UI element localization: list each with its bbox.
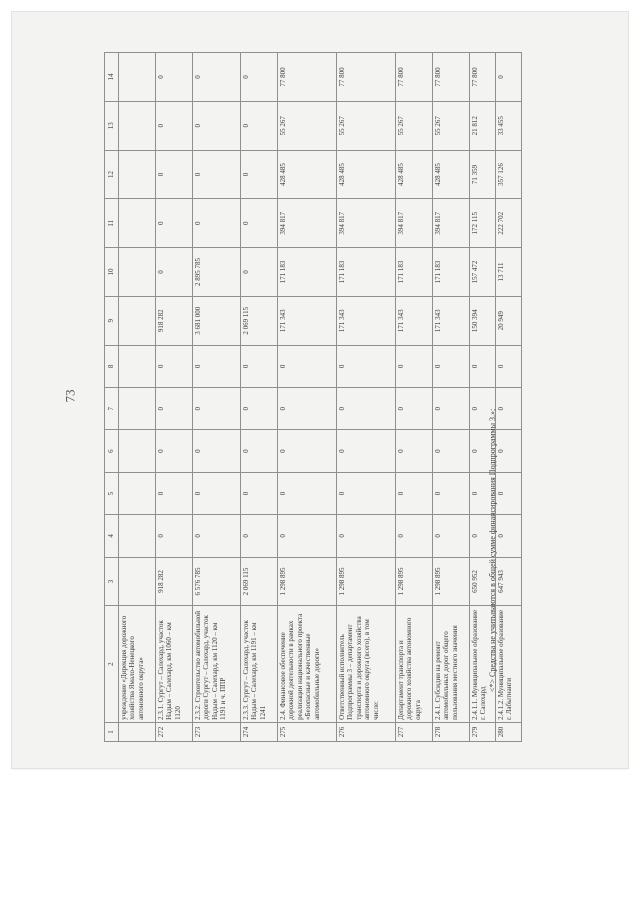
column-header: 4 bbox=[105, 515, 119, 557]
value-cell: 428 485 bbox=[336, 150, 395, 199]
value-cell: 0 bbox=[336, 430, 395, 472]
value-cell: 77 800 bbox=[433, 53, 470, 102]
table-row bbox=[119, 53, 156, 742]
value-cell: 0 bbox=[495, 388, 521, 430]
value-cell: 1 298 895 bbox=[277, 557, 336, 606]
value-cell: 20 949 bbox=[495, 296, 521, 345]
table-rotation-wrapper bbox=[104, 52, 522, 742]
value-cell: 0 bbox=[469, 430, 495, 472]
page-number: 73 bbox=[62, 389, 78, 403]
value-cell: 1 298 895 bbox=[433, 557, 470, 606]
value-cell: 171 183 bbox=[396, 248, 433, 297]
column-header: 8 bbox=[105, 345, 119, 387]
value-cell: 0 bbox=[155, 101, 192, 150]
value-cell: 394 817 bbox=[277, 199, 336, 248]
value-cell: 0 bbox=[155, 248, 192, 297]
value-cell bbox=[119, 296, 156, 345]
value-cell: 0 bbox=[277, 472, 336, 514]
footnote: <*> Средства не учитываются в общей сумме финансирования Подпрограммы 3.»; bbox=[488, 408, 497, 692]
value-cell: 171 183 bbox=[433, 248, 470, 297]
value-cell: 0 bbox=[336, 345, 395, 387]
value-cell: 222 702 bbox=[495, 199, 521, 248]
column-header: 14 bbox=[105, 53, 119, 102]
row-description-cell: 2.4.1.2. Муниципальное образование г. Лабытнанги bbox=[495, 606, 521, 723]
value-cell: 0 bbox=[277, 388, 336, 430]
value-cell: 13 711 bbox=[495, 248, 521, 297]
value-cell: 171 343 bbox=[277, 296, 336, 345]
value-cell bbox=[119, 345, 156, 387]
value-cell bbox=[119, 53, 156, 102]
value-cell: 0 bbox=[192, 472, 240, 514]
value-cell: 428 485 bbox=[277, 150, 336, 199]
row-description-cell: 2.3.1. Сургут – Салехард, участок Надым – Салехард, км 1060 – км 1120 bbox=[155, 606, 192, 723]
value-cell: 2 069 115 bbox=[240, 557, 277, 606]
value-cell bbox=[119, 515, 156, 557]
value-cell: 55 267 bbox=[433, 101, 470, 150]
document-page bbox=[12, 12, 628, 768]
value-cell: 0 bbox=[336, 515, 395, 557]
row-number-cell: 276 bbox=[336, 722, 395, 741]
value-cell: 0 bbox=[433, 472, 470, 514]
value-cell bbox=[119, 472, 156, 514]
row-description-cell: Ответственный исполнитель Подпрограммы 3 – департамент транспорта и дорожного хозяйства автономного округа (всего), в том числе: bbox=[336, 606, 395, 723]
value-cell: 0 bbox=[240, 248, 277, 297]
value-cell: 0 bbox=[396, 345, 433, 387]
table-row bbox=[240, 53, 277, 742]
value-cell: 171 343 bbox=[433, 296, 470, 345]
table-row bbox=[155, 53, 192, 742]
column-header: 3 bbox=[105, 557, 119, 606]
value-cell: 0 bbox=[192, 53, 240, 102]
value-cell: 0 bbox=[192, 430, 240, 472]
value-cell bbox=[119, 101, 156, 150]
value-cell bbox=[119, 557, 156, 606]
column-header: 7 bbox=[105, 388, 119, 430]
value-cell: 0 bbox=[240, 199, 277, 248]
footnote-wrapper bbox=[488, 72, 502, 692]
value-cell: 171 343 bbox=[396, 296, 433, 345]
value-cell: 0 bbox=[155, 199, 192, 248]
table-row bbox=[192, 53, 240, 742]
value-cell: 77 800 bbox=[277, 53, 336, 102]
value-cell: 77 800 bbox=[396, 53, 433, 102]
value-cell: 0 bbox=[192, 345, 240, 387]
row-number-cell bbox=[119, 722, 156, 741]
row-number-cell: 279 bbox=[469, 722, 495, 741]
value-cell: 3 681 000 bbox=[192, 296, 240, 345]
row-description-cell: Департамент транспорта и дорожного хозяйства автономного округа bbox=[396, 606, 433, 723]
value-cell: 150 394 bbox=[469, 296, 495, 345]
value-cell bbox=[119, 248, 156, 297]
value-cell bbox=[119, 199, 156, 248]
column-header: 1 bbox=[105, 722, 119, 741]
column-header: 10 bbox=[105, 248, 119, 297]
value-cell bbox=[119, 430, 156, 472]
value-cell: 0 bbox=[495, 345, 521, 387]
value-cell: 0 bbox=[469, 515, 495, 557]
value-cell: 0 bbox=[240, 150, 277, 199]
value-cell: 0 bbox=[192, 150, 240, 199]
row-description-cell: 2.4.1.1. Муниципальное образование г. Салехард bbox=[469, 606, 495, 723]
value-cell: 0 bbox=[495, 515, 521, 557]
value-cell: 0 bbox=[240, 388, 277, 430]
table-row bbox=[277, 53, 336, 742]
value-cell: 55 267 bbox=[336, 101, 395, 150]
column-header: 12 bbox=[105, 150, 119, 199]
column-header: 11 bbox=[105, 199, 119, 248]
row-number-cell: 278 bbox=[433, 722, 470, 741]
value-cell: 0 bbox=[240, 101, 277, 150]
row-description-cell: 2.4.1. Субсидии на ремонт автомобильных дорог общего пользования местного значения bbox=[433, 606, 470, 723]
column-header: 6 bbox=[105, 430, 119, 472]
value-cell: 0 bbox=[433, 515, 470, 557]
value-cell: 0 bbox=[396, 388, 433, 430]
value-cell: 0 bbox=[469, 345, 495, 387]
value-cell: 0 bbox=[155, 345, 192, 387]
value-cell: 77 800 bbox=[469, 53, 495, 102]
value-cell: 77 800 bbox=[336, 53, 395, 102]
value-cell: 0 bbox=[240, 430, 277, 472]
value-cell: 0 bbox=[240, 515, 277, 557]
value-cell: 1 298 895 bbox=[336, 557, 395, 606]
table-row bbox=[433, 53, 470, 742]
value-cell: 0 bbox=[155, 472, 192, 514]
value-cell: 0 bbox=[433, 388, 470, 430]
row-description-cell: учреждение «Дирекция дорожного хозяйства Ямало-Ненецкого автономного округа» bbox=[119, 606, 156, 723]
value-cell: 0 bbox=[192, 515, 240, 557]
value-cell: 357 126 bbox=[495, 150, 521, 199]
column-header: 5 bbox=[105, 472, 119, 514]
value-cell: 0 bbox=[396, 472, 433, 514]
value-cell: 157 472 bbox=[469, 248, 495, 297]
value-cell: 394 817 bbox=[433, 199, 470, 248]
value-cell: 428 485 bbox=[433, 150, 470, 199]
row-number-cell: 280 bbox=[495, 722, 521, 741]
value-cell: 0 bbox=[495, 430, 521, 472]
value-cell bbox=[119, 150, 156, 199]
value-cell: 0 bbox=[192, 101, 240, 150]
row-description-cell: 2.4. Финансовое обеспечение дорожной деятельности в рамках реализации национального проекта «Безопасные и качественные автомобильные дороги» bbox=[277, 606, 336, 723]
row-number-cell: 275 bbox=[277, 722, 336, 741]
value-cell bbox=[119, 388, 156, 430]
header-row bbox=[105, 53, 119, 742]
value-cell: 21 812 bbox=[469, 101, 495, 150]
value-cell: 33 455 bbox=[495, 101, 521, 150]
value-cell: 0 bbox=[155, 53, 192, 102]
row-number-cell: 277 bbox=[396, 722, 433, 741]
value-cell: 2 895 785 bbox=[192, 248, 240, 297]
value-cell: 0 bbox=[240, 345, 277, 387]
value-cell: 171 183 bbox=[277, 248, 336, 297]
value-cell: 0 bbox=[396, 430, 433, 472]
value-cell: 0 bbox=[192, 388, 240, 430]
value-cell: 0 bbox=[155, 430, 192, 472]
value-cell: 1 298 895 bbox=[396, 557, 433, 606]
row-number-cell: 274 bbox=[240, 722, 277, 741]
value-cell: 394 817 bbox=[396, 199, 433, 248]
value-cell: 0 bbox=[433, 430, 470, 472]
value-cell: 0 bbox=[433, 345, 470, 387]
value-cell: 171 343 bbox=[336, 296, 395, 345]
column-header: 13 bbox=[105, 101, 119, 150]
value-cell: 0 bbox=[277, 515, 336, 557]
column-header: 9 bbox=[105, 296, 119, 345]
value-cell: 0 bbox=[155, 515, 192, 557]
row-description-cell: 2.3.3. Сургут – Салехард, участок Надым – Салехард, км 1191 – км 1241 bbox=[240, 606, 277, 723]
row-description-cell: 2.3.2. Строительство автомобильной дороги Сургут – Салехард, участок Надым – Салехард, км 1120 – км 1191 и ч. ППР bbox=[192, 606, 240, 723]
value-cell: 0 bbox=[277, 430, 336, 472]
value-cell: 647 943 bbox=[495, 557, 521, 606]
column-header: 2 bbox=[105, 606, 119, 723]
value-cell: 0 bbox=[336, 388, 395, 430]
value-cell: 0 bbox=[469, 472, 495, 514]
value-cell: 650 952 bbox=[469, 557, 495, 606]
value-cell: 0 bbox=[277, 345, 336, 387]
value-cell: 918 282 bbox=[155, 557, 192, 606]
value-cell: 55 267 bbox=[396, 101, 433, 150]
table-body bbox=[119, 53, 522, 742]
value-cell: 0 bbox=[396, 515, 433, 557]
value-cell: 0 bbox=[469, 388, 495, 430]
value-cell: 0 bbox=[240, 472, 277, 514]
value-cell: 0 bbox=[240, 53, 277, 102]
value-cell: 428 485 bbox=[396, 150, 433, 199]
table-row bbox=[396, 53, 433, 742]
value-cell: 172 115 bbox=[469, 199, 495, 248]
value-cell: 0 bbox=[336, 472, 395, 514]
value-cell: 171 183 bbox=[336, 248, 395, 297]
financing-table bbox=[104, 52, 522, 742]
value-cell: 394 817 bbox=[336, 199, 395, 248]
value-cell: 0 bbox=[495, 53, 521, 102]
value-cell: 71 359 bbox=[469, 150, 495, 199]
value-cell: 918 282 bbox=[155, 296, 192, 345]
value-cell: 0 bbox=[495, 472, 521, 514]
value-cell: 0 bbox=[192, 199, 240, 248]
value-cell: 6 576 785 bbox=[192, 557, 240, 606]
table-row bbox=[336, 53, 395, 742]
value-cell: 55 267 bbox=[277, 101, 336, 150]
rotated-table-container bbox=[104, 52, 522, 742]
value-cell: 2 069 115 bbox=[240, 296, 277, 345]
value-cell: 0 bbox=[155, 150, 192, 199]
row-number-cell: 272 bbox=[155, 722, 192, 741]
value-cell: 0 bbox=[155, 388, 192, 430]
row-number-cell: 273 bbox=[192, 722, 240, 741]
